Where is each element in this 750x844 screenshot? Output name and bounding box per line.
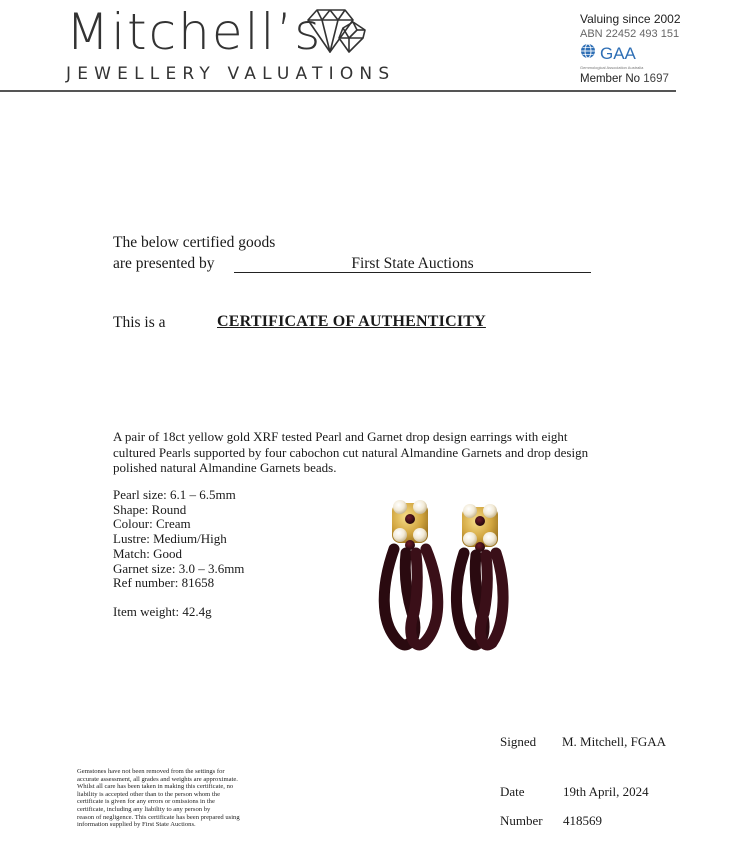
brand-subtitle: JEWELLERY VALUATIONS: [66, 64, 396, 84]
spec-lustre: Lustre: Medium/High: [113, 531, 227, 547]
certified-goods-line: The below certified goods: [113, 234, 276, 251]
earrings-photo: [360, 493, 510, 663]
abn-number: ABN 22452 493 151: [580, 28, 680, 40]
spec-colour: Colour: Cream: [113, 516, 191, 532]
header-divider: [0, 90, 676, 92]
brand-name: Mitchell’s: [66, 3, 323, 61]
signed-value: M. Mitchell, FGAA: [562, 734, 666, 749]
member-number-value: 1697: [643, 73, 669, 85]
member-label: Member No: [580, 73, 641, 85]
disclaimer-line: Whilst all care has been taken in making this certificate, no: [77, 783, 234, 791]
certificate-title: CERTIFICATE OF AUTHENTICITY: [217, 313, 486, 330]
presented-by-label: are presented by: [113, 255, 215, 272]
presenter-name: First State Auctions: [351, 255, 474, 272]
disclaimer-line: Gemstones have not been removed from the settings for: [77, 768, 225, 775]
date-label: Date: [500, 784, 525, 799]
disclaimer-line: certificate is given for any errors or omissions in the: [77, 798, 215, 806]
gaa-logo: [580, 43, 681, 64]
disclaimer-line: liability is accepted other than to the person whom the: [77, 790, 221, 798]
specs-list: [113, 488, 244, 591]
spec-match: Match: Good: [113, 545, 182, 561]
disclaimer-line: reason of negligence. This certificate has been prepared using: [77, 813, 240, 821]
disclaimer: [77, 768, 282, 829]
number-value: 418569: [563, 813, 602, 828]
spec-shape: Shape: Round: [113, 501, 187, 517]
disclaimer-line: accurate assessment, all grades and weights are approximate.: [77, 775, 238, 783]
number-label: Number: [500, 813, 543, 828]
item-description: A pair of 18ct yellow gold XRF tested Pearl and Garnet drop design earrings with eight cultured Pearls supported by four cabochon cut natural Almandine Garnets and drop design polished natural Almandine Garnets beads.: [113, 429, 589, 475]
spec-pearl-size: Pearl size: 6.1 – 6.5mm: [113, 487, 236, 502]
signed-label: Signed: [500, 734, 537, 749]
globe-icon: [580, 43, 596, 64]
item-weight: Item weight: 42.4g: [113, 604, 212, 619]
date-value: 19th April, 2024: [563, 784, 649, 799]
certificate-intro: This is a: [113, 314, 166, 331]
spec-ref-number: Ref number: 81658: [113, 575, 215, 591]
disclaimer-line: information supplied by First State Auctions.: [77, 821, 196, 829]
diamond-icon: [305, 8, 371, 65]
gaa-text: GAA: [600, 43, 636, 63]
spec-garnet-size: Garnet size: 3.0 – 3.6mm: [113, 560, 245, 576]
valuing-since: Valuing since 2002: [580, 12, 681, 26]
presenter-field: [234, 255, 591, 273]
gaa-small-text: Gemmological Association Australia: [580, 65, 644, 70]
member-number: [580, 73, 681, 85]
disclaimer-line: certificate, including any liability to any person by: [77, 805, 211, 813]
header-credentials: [580, 12, 681, 85]
